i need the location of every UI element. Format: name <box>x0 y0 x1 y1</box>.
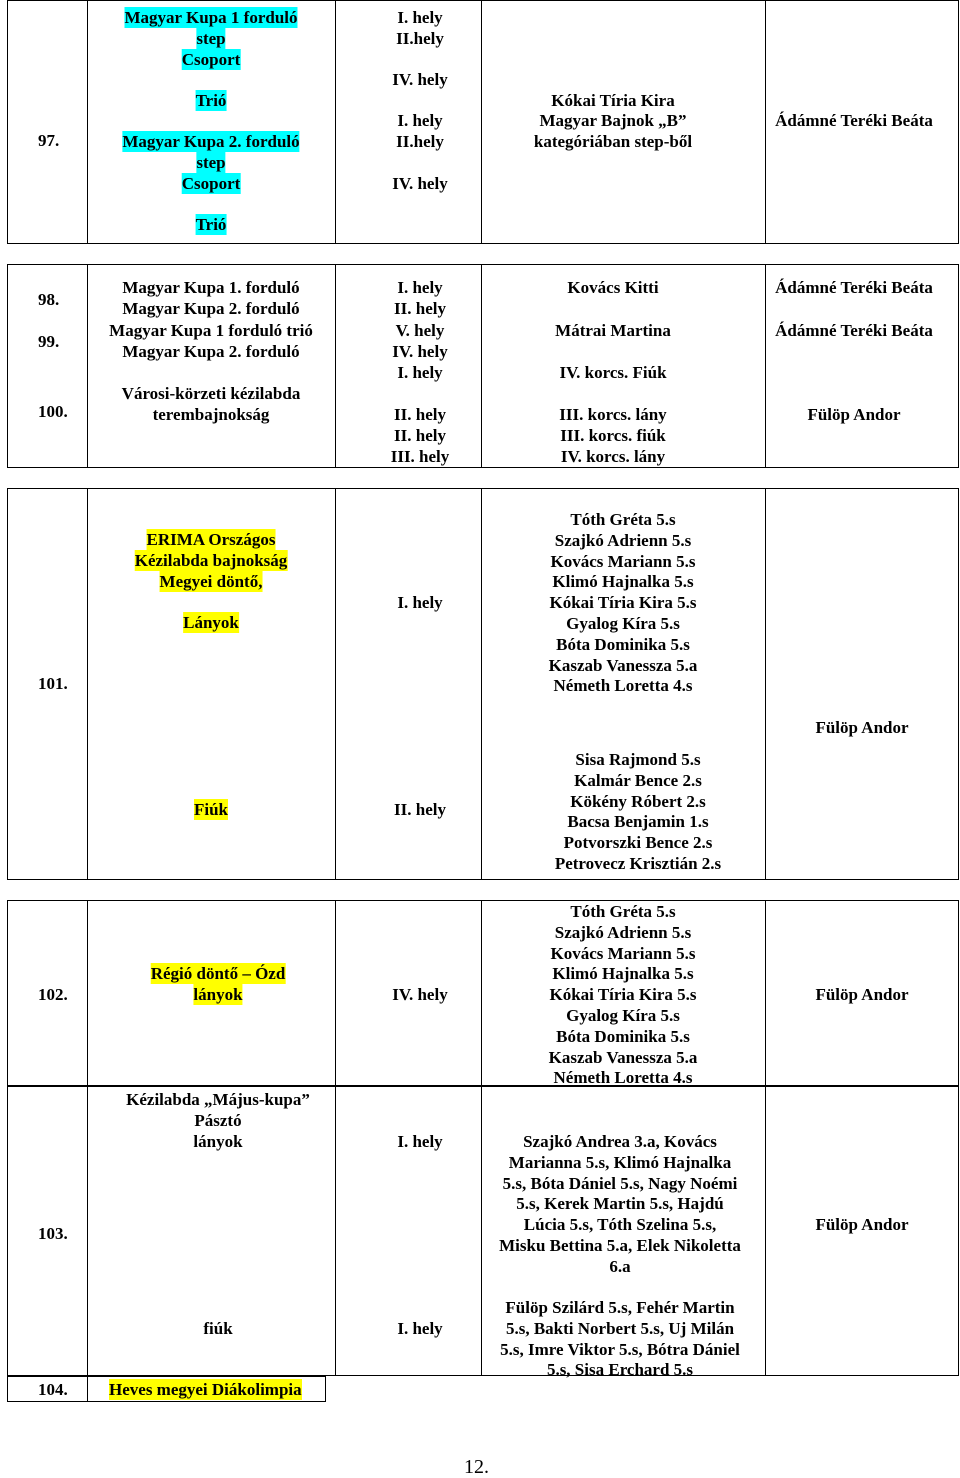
name-text: Misku Bettina 5.a, Elek Nikoletta <box>499 1236 741 1255</box>
name-text: Kókai Tíria Kira <box>551 91 675 110</box>
teacher-text: Fülöp Andor <box>807 405 901 424</box>
name-text: Németh Loretta 4.s <box>553 1068 693 1087</box>
place-text: V. hely <box>395 321 445 340</box>
event-text: Magyar Kupa 2. forduló <box>122 299 300 318</box>
place-text: IV. hely <box>392 70 448 89</box>
event-text: Magyar Kupa 2. forduló <box>122 342 300 361</box>
row-number: 101. <box>38 674 68 693</box>
name-text: Fülöp Szilárd 5.s, Fehér Martin <box>505 1298 735 1317</box>
event-text: Heves megyei Diákolimpia <box>109 1380 302 1399</box>
event-text: Magyar Kupa 1 forduló trió <box>109 321 313 340</box>
name-text: Petrovecz Krisztián 2.s <box>554 854 722 873</box>
name-text: Klimó Hajnalka 5.s <box>552 572 694 591</box>
event-text: Csoport <box>181 174 241 193</box>
name-text: Sisa Rajmond 5.s <box>575 750 701 769</box>
name-text: Magyar Bajnok „B” <box>539 111 687 130</box>
event-text: Csoport <box>181 50 241 69</box>
name-text: kategóriában step-ből <box>533 132 693 151</box>
name-text: Kalmár Bence 2.s <box>574 771 702 790</box>
name-text: Kovács Mariann 5.s <box>550 552 696 571</box>
name-text: Kovács Kitti <box>567 278 659 297</box>
place-text: II. hely <box>394 299 446 318</box>
name-text: Szajkó Andrea 3.a, Kovács <box>523 1132 717 1151</box>
place-text: I. hely <box>397 593 443 612</box>
event-text: Városi-körzeti kézilabda <box>121 384 301 403</box>
name-text: Marianna 5.s, Klimó Hajnalka <box>508 1153 732 1172</box>
place-text: III. hely <box>390 447 450 466</box>
event-text: Kézilabda „Május-kupa” <box>126 1090 310 1109</box>
name-text: Szajkó Adrienn 5.s <box>554 531 692 550</box>
name-text: Bacsa Benjamin 1.s <box>567 812 709 831</box>
event-text: Magyar Kupa 1 forduló <box>124 8 298 27</box>
place-text: I. hely <box>397 1319 443 1338</box>
place-text: II. hely <box>394 800 446 819</box>
name-text: IV. korcs. Fiúk <box>559 363 667 382</box>
row-number: 104. <box>38 1380 68 1399</box>
table-row <box>7 264 959 468</box>
row-number: 97. <box>38 131 60 150</box>
place-text: II.hely <box>396 132 444 151</box>
event-text: terembajnokság <box>152 405 270 424</box>
name-text: III. korcs. fiúk <box>560 426 666 445</box>
teacher-text: Fülöp Andor <box>815 1215 909 1234</box>
name-text: III. korcs. lány <box>559 405 667 424</box>
place-text: I. hely <box>397 278 443 297</box>
teacher-text: Fülöp Andor <box>815 718 909 737</box>
event-text: Kézilabda bajnokság <box>134 551 288 570</box>
place-text: IV. hely <box>392 985 448 1004</box>
name-text: Tóth Gréta 5.s <box>570 510 676 529</box>
table-row <box>7 0 959 244</box>
place-text: IV. hely <box>392 174 448 193</box>
name-text: Kökény Róbert 2.s <box>570 792 706 811</box>
event-text: Régió döntő – Ózd <box>150 964 286 983</box>
event-text: Magyar Kupa 1. forduló <box>122 278 300 297</box>
name-text: Kókai Tíria Kira 5.s <box>549 593 697 612</box>
name-text: 5.s, Bakti Norbert 5.s, Uj Milán <box>505 1319 735 1338</box>
event-text: Magyar Kupa 2. forduló <box>122 132 300 151</box>
name-text: Kókai Tíria Kira 5.s <box>549 985 697 1004</box>
name-text: Bóta Dominika 5.s <box>556 635 690 654</box>
event-text: Pásztó <box>194 1111 242 1130</box>
event-text: Trió <box>195 215 227 234</box>
row-number: 102. <box>38 985 68 1004</box>
page-number: 12. <box>464 1456 489 1478</box>
name-text: 5.s, Kerek Martin 5.s, Hajdú <box>516 1194 724 1213</box>
name-text: Gyalog Kíra 5.s <box>566 1006 680 1025</box>
event-text: ERIMA Országos <box>146 530 276 549</box>
name-text: IV. korcs. lány <box>560 447 666 466</box>
event-text: Megyei döntő, <box>159 572 263 591</box>
name-text: Lúcia 5.s, Tóth Szelina 5.s, <box>523 1215 717 1234</box>
place-text: I. hely <box>397 363 443 382</box>
name-text: Mátrai Martina <box>555 321 671 340</box>
event-text: fiúk <box>203 1319 233 1338</box>
name-text: 6.a <box>609 1257 631 1276</box>
name-text: Szajkó Adrienn 5.s <box>554 923 692 942</box>
name-text: Németh Loretta 4.s <box>553 676 693 695</box>
event-text: step <box>196 29 226 48</box>
place-text: I. hely <box>397 1132 443 1151</box>
table-row <box>7 1086 959 1379</box>
teacher-text: Ádámné Teréki Beáta <box>775 278 933 297</box>
place-text: I. hely <box>397 111 443 130</box>
event-text: lányok <box>193 1132 243 1151</box>
name-text: 5.s, Imre Viktor 5.s, Bótra Dániel <box>500 1340 740 1359</box>
event-text: Lányok <box>183 613 239 632</box>
table-row <box>7 900 959 1086</box>
name-text: 5.s, Bóta Dániel 5.s, Nagy Noémi <box>502 1174 738 1193</box>
name-text: Gyalog Kíra 5.s <box>566 614 680 633</box>
row-number: 103. <box>38 1224 68 1243</box>
teacher-text: Ádámné Teréki Beáta <box>775 111 933 130</box>
place-text: IV. hely <box>392 342 448 361</box>
name-text: 5.s, Sisa Erchard 5.s <box>546 1360 694 1379</box>
event-text: lányok <box>193 985 243 1004</box>
name-text: Kovács Mariann 5.s <box>550 944 696 963</box>
place-text: II. hely <box>394 426 446 445</box>
row-number: 100. <box>38 402 68 421</box>
name-text: Bóta Dominika 5.s <box>556 1027 690 1046</box>
name-text: Potvorszki Bence 2.s <box>563 833 713 852</box>
place-text: II.hely <box>396 29 444 48</box>
row-number: 99. <box>38 332 60 351</box>
name-text: Klimó Hajnalka 5.s <box>552 964 694 983</box>
event-text: Trió <box>195 91 227 110</box>
teacher-text: Ádámné Teréki Beáta <box>775 321 933 340</box>
name-text: Kaszab Vanessza 5.a <box>548 1048 698 1067</box>
event-text: Fiúk <box>193 800 229 819</box>
name-text: Kaszab Vanessza 5.a <box>548 656 698 675</box>
name-text: Tóth Gréta 5.s <box>570 902 676 921</box>
row-number: 98. <box>38 290 60 309</box>
place-text: I. hely <box>397 8 443 27</box>
event-text: step <box>196 153 226 172</box>
place-text: II. hely <box>394 405 446 424</box>
teacher-text: Fülöp Andor <box>815 985 909 1004</box>
table-row <box>7 488 959 880</box>
table-row <box>7 1376 326 1402</box>
